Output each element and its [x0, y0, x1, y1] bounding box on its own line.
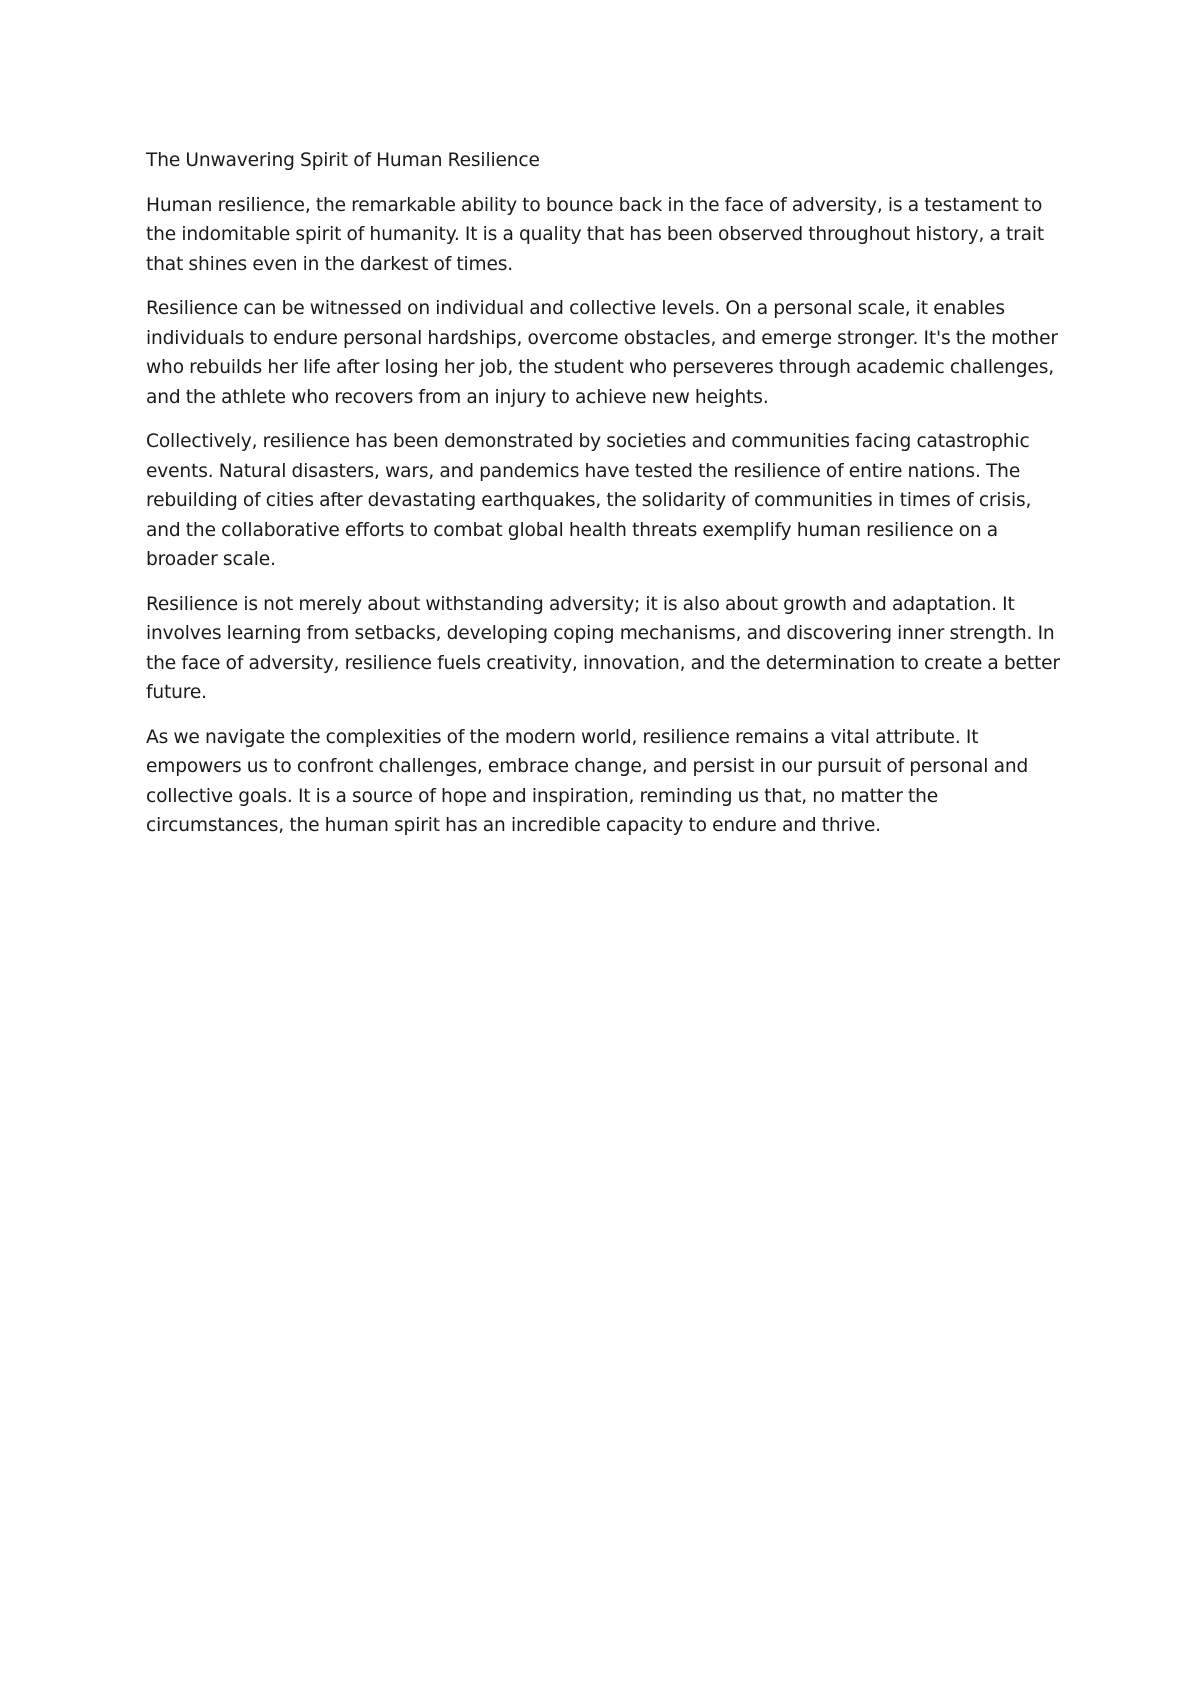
paragraph-3: Collectively, resilience has been demonstrated by societies and communities facing catastrophic events. Natural disasters, wars, and pandemics have tested the resilience of entire nations. The rebuilding of cities after devastating earthquakes, the solidarity of communities in times of crisis, and the collaborative efforts to combat global health threats exemplify human resilience on a broader scale. — [146, 431, 1032, 570]
document-title: The Unwavering Spirit of Human Resilience — [146, 150, 540, 171]
paragraph-1: Human resilience, the remarkable ability to bounce back in the face of adversity, is a testament to the indomitable spirit of humanity. It is a quality that has been observed throughout history, a trait that shines even in the darkest of times. — [146, 194, 1045, 275]
paragraph-2: Resilience can be witnessed on individual and collective levels. On a personal scale, it enables individuals to endure personal hardships, overcome obstacles, and emerge stronger. It's the mother who rebuilds her life after losing her job, the student who perseveres through academic challenges, and the athlete who recovers from an injury to achieve new heights. — [146, 298, 1058, 408]
paragraph-5: As we navigate the complexities of the modern world, resilience remains a vital attribute. It empowers us to confront challenges, embrace change, and persist in our pursuit of personal and collective goals. It is a source of hope and inspiration, reminding us that, no matter the circumstances, the human spirit has an incredible capacity to endure and thrive. — [146, 726, 1029, 836]
document-body — [146, 146, 1066, 856]
paragraph-4: Resilience is not merely about withstanding adversity; it is also about growth and adaptation. It involves learning from setbacks, developing coping mechanisms, and discovering inner strength. In the face of adversity, resilience fuels creativity, innovation, and the determination to create a better future. — [146, 593, 1060, 703]
